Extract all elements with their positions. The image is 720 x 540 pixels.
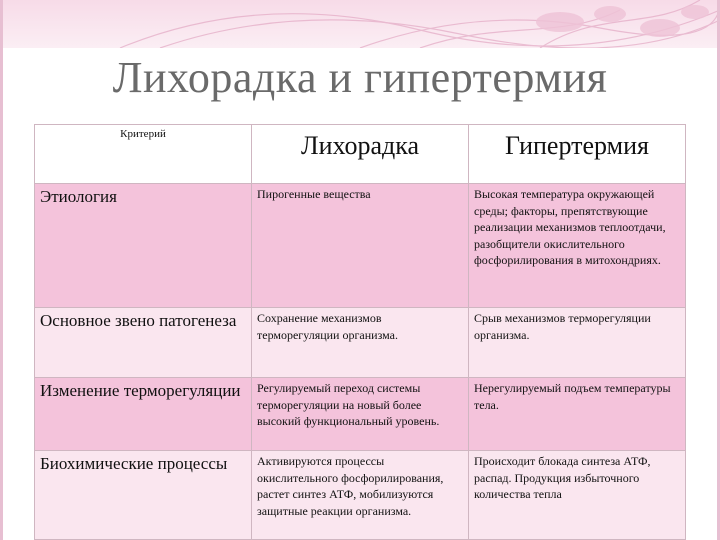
row-criterion: Основное звено патогенеза bbox=[35, 308, 252, 378]
row-hyperthermia: Срыв механизмов терморегуляции организма. bbox=[469, 308, 686, 378]
header-hyperthermia: Гипертермия bbox=[469, 125, 686, 184]
table-row bbox=[35, 451, 686, 540]
header-criterion: Критерий bbox=[35, 125, 252, 184]
header-fever: Лихорадка bbox=[252, 125, 469, 184]
row-hyperthermia: Высокая температура окружающей среды; факторы, препятствующие реализации механизмов теплоотдачи, разобщители окислительного фосфорилирования в митохондриях. bbox=[469, 184, 686, 308]
banner-swirls bbox=[0, 0, 720, 48]
table-row bbox=[35, 184, 686, 308]
table-row bbox=[35, 378, 686, 451]
table-row bbox=[35, 308, 686, 378]
slide-title: Лихорадка и гипертермия bbox=[112, 53, 608, 102]
row-fever: Активируются процессы окислительного фосфорилирования, растет синтез АТФ, мобилизуются защитные реакции организма. bbox=[252, 451, 469, 540]
row-criterion: Биохимические процессы bbox=[35, 451, 252, 540]
row-hyperthermia: Происходит блокада синтеза АТФ, распад. Продукция избыточного количества тепла bbox=[469, 451, 686, 540]
comparison-table bbox=[34, 124, 686, 540]
row-fever: Регулируемый переход системы терморегуляции на новый более высокий функциональный уровень. bbox=[252, 378, 469, 451]
table-header-row bbox=[35, 125, 686, 184]
decorative-banner bbox=[0, 0, 720, 48]
row-fever: Сохранение механизмов терморегуляции организма. bbox=[252, 308, 469, 378]
row-hyperthermia: Нерегулируемый подъем температуры тела. bbox=[469, 378, 686, 451]
row-fever: Пирогенные вещества bbox=[252, 184, 469, 308]
row-criterion: Изменение терморегуляции bbox=[35, 378, 252, 451]
row-criterion: Этиология bbox=[35, 184, 252, 308]
